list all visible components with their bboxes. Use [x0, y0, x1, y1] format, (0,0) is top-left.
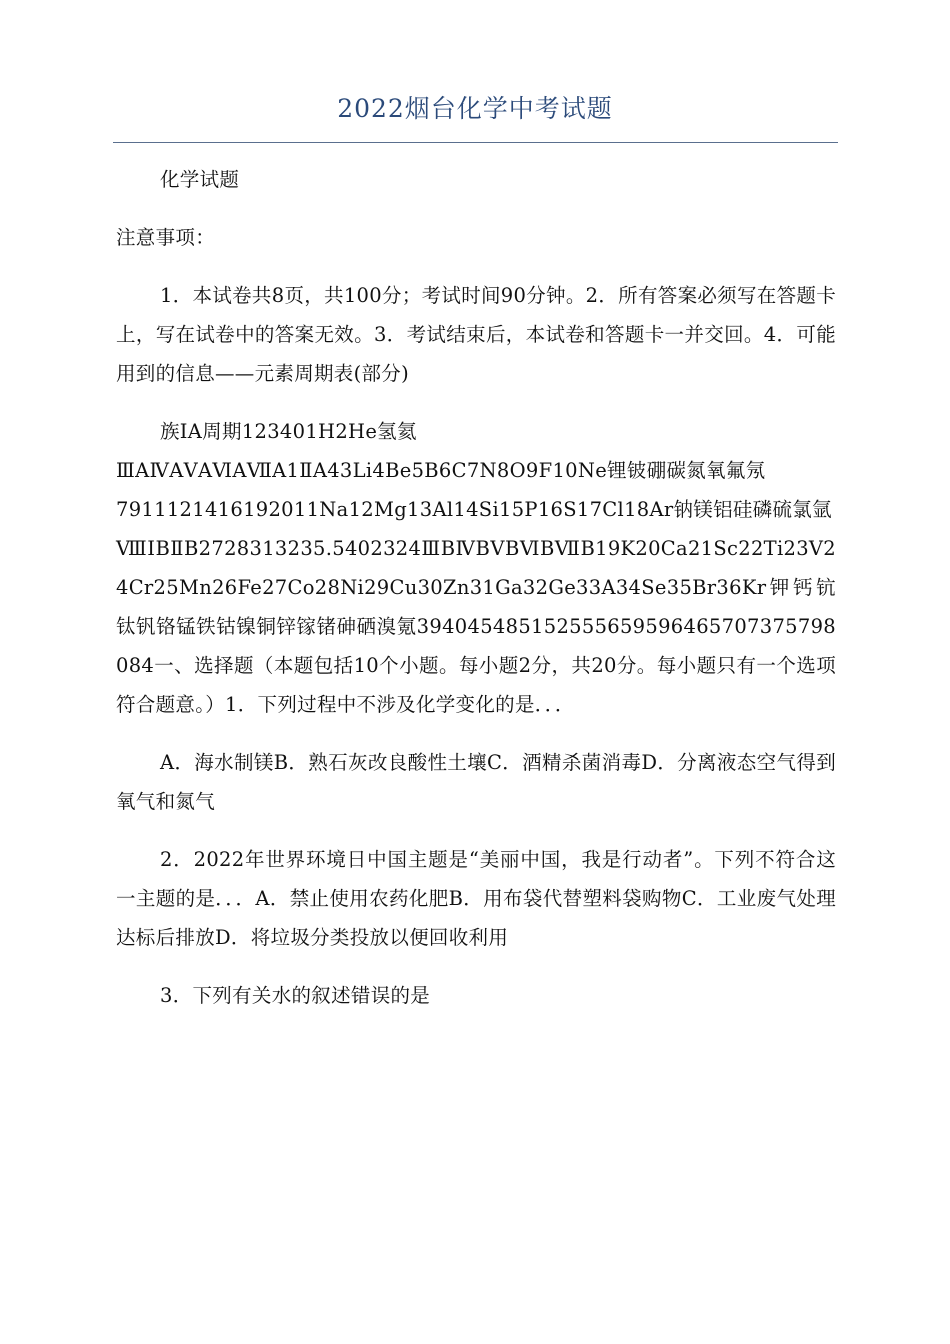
periodic-table-line-1: 族ⅠA周期123401H2He氢氦	[160, 420, 417, 443]
periodic-table-line-3: 7911121416192011Na12Mg13Al14Si15P16S17Cl18Ar钠镁铝硅磷硫氯氩	[116, 498, 832, 521]
page-title: 2022烟台化学中考试题	[337, 94, 613, 123]
question-1-options: A．海水制镁B．熟石灰改良酸性土壤C．酒精杀菌消毒D．分离液态空气得到氧气和氮气	[116, 751, 836, 813]
notice-text: 1．本试卷共8页，共100分；考试时间90分钟。2．所有答案必须写在答题卡上，写在试卷中的答案无效。3．考试结束后，本试卷和答题卡一并交回。4．可能用到的信息——元素周期表(部分)	[116, 284, 836, 385]
question-3: 3．下列有关水的叙述错误的是	[160, 984, 431, 1007]
document-body	[116, 160, 836, 1034]
title-divider	[113, 142, 838, 143]
question-2: 2．2022年世界环境日中国主题是“美丽中国，我是行动者”。下列不符合这一主题的是．．．A．禁止使用农药化肥B．用布袋代替塑料袋购物C．工业废气处理达标后排放D．将垃圾分类投放以便回收利用	[116, 848, 836, 949]
exam-subtitle: 化学试题	[160, 168, 240, 191]
periodic-table-line-4: ⅧⅠBⅡB2728313235.5402324ⅢBⅣBⅤBⅥBⅦB19K20Ca21Sc22Ti23V24Cr25Mn26Fe27Co28Ni29Cu30Zn31Ga32Ge33A34Se35Br36Kr钾钙钪钛钒铬锰铁钴镍铜锌镓锗砷硒溴氪394045485152555659596465707375798084一、选择题（本题包括10个小题。每小题2分，共20分。每小题只有一个选项符合题意。）1．下列过程中不涉及化学变化的是．．．	[116, 537, 836, 716]
periodic-table-line-2: ⅢAⅣAⅤAⅥAⅦA1ⅡA43Li4Be5B6C7N8O9F10Ne锂铍硼碳氮氧氟氖	[116, 459, 766, 482]
notice-heading: 注意事项：	[116, 226, 216, 249]
